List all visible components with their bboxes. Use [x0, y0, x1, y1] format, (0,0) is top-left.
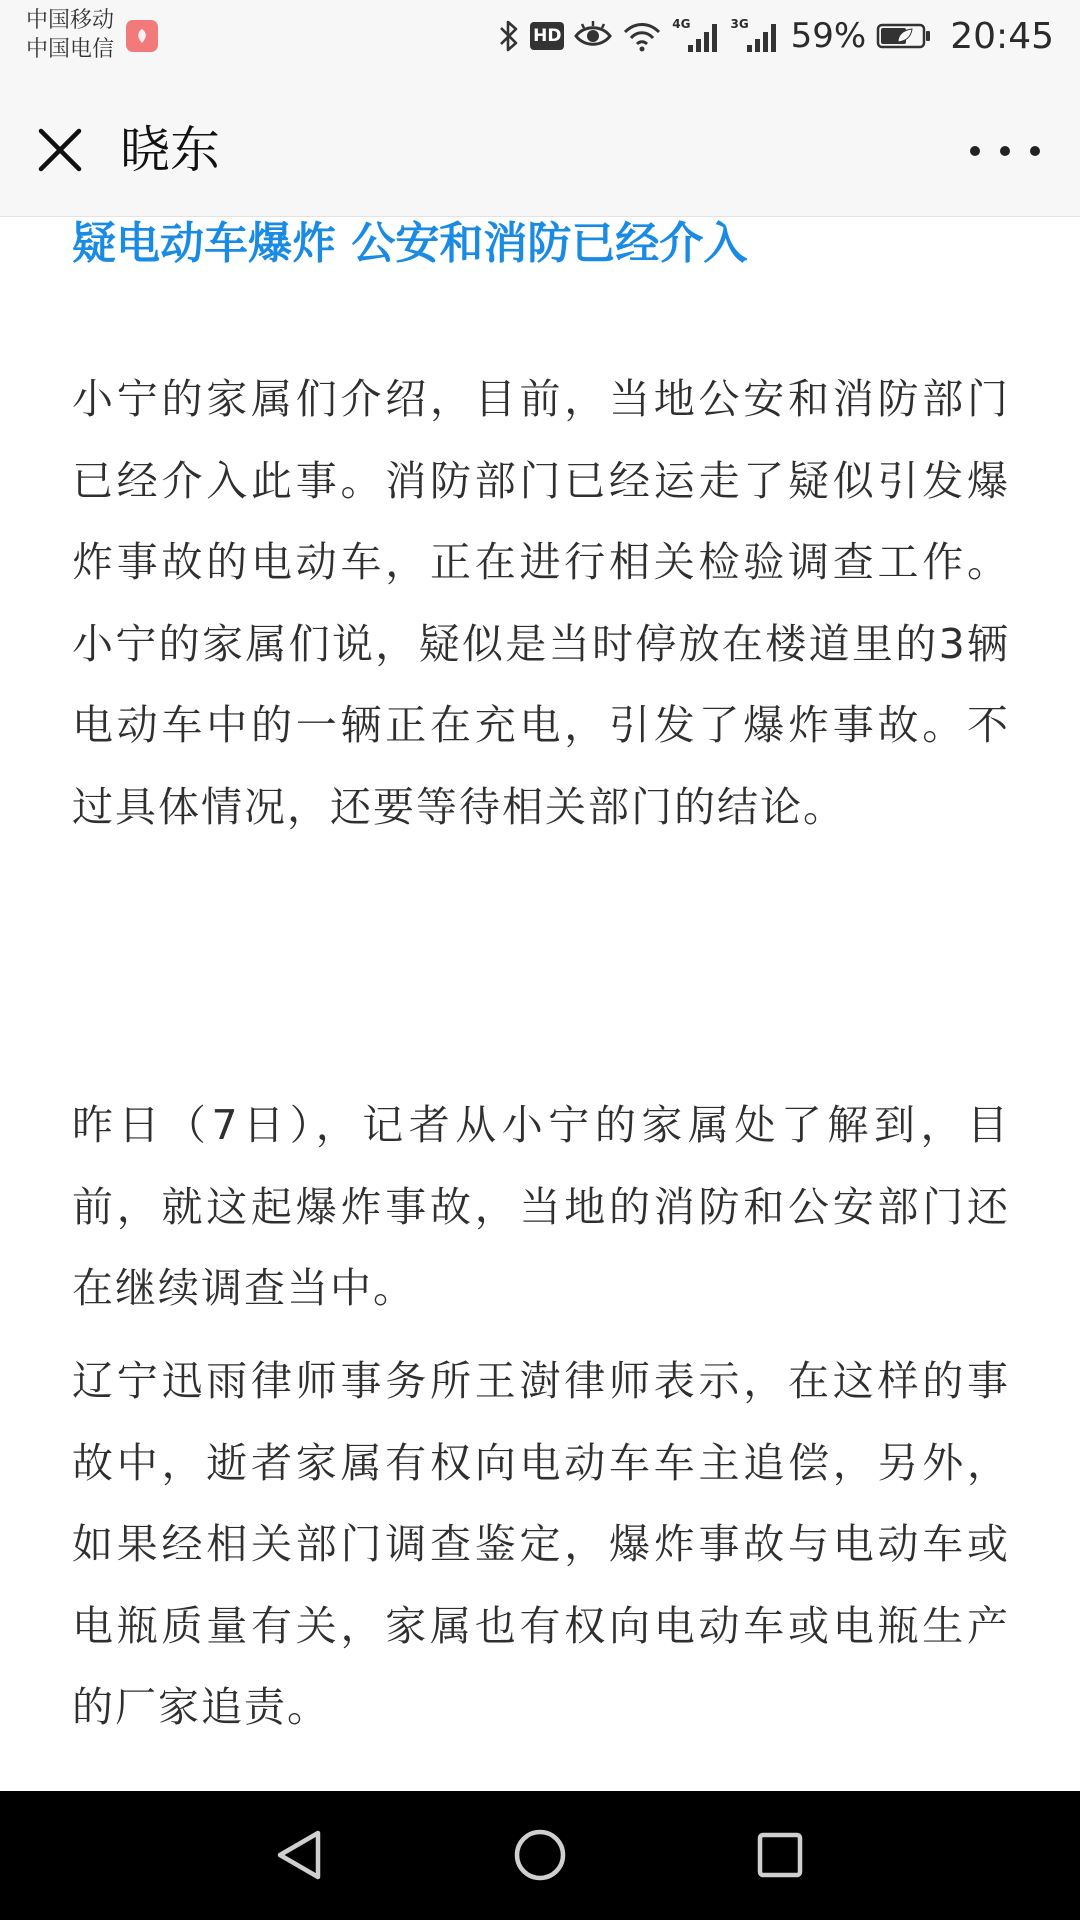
- page-title: 晓东: [120, 121, 220, 179]
- close-icon: [37, 127, 83, 173]
- hd-icon: HD: [530, 22, 564, 50]
- signal-4g-icon: [672, 19, 720, 53]
- carrier-2: 中国电信: [26, 37, 115, 62]
- eye-comfort-icon: [574, 21, 612, 51]
- article-paragraph: 昨日（7日），记者从小宁的家属处了解到，目前，就这起爆炸事故，当地的消防和公安部门还在继续调查当中。: [72, 1101, 1010, 1312]
- wifi-icon: [622, 20, 662, 52]
- more-icon-dot: [1000, 146, 1010, 156]
- network-label-4g: 4G: [672, 17, 691, 31]
- article-paragraph: 小宁的家属们介绍，目前，当地公安和消防部门已经介入此事。消防部门已经运走了疑似引发爆炸事故的电动车，正在进行相关检验调查工作。小宁的家属们说，疑似是当时停放在楼道里的3辆电动车中的一辆正在充电，引发了爆炸事故。不过具体情况，还要等待相关部门的结论。: [72, 375, 1010, 831]
- more-button[interactable]: [970, 126, 1040, 176]
- recent-apps-button[interactable]: [740, 1815, 820, 1895]
- title-bar: [0, 80, 1080, 217]
- article-content[interactable]: [0, 217, 1080, 1791]
- back-triangle-icon: [274, 1827, 326, 1883]
- status-icons: [498, 14, 1054, 58]
- huawei-notification-icon: [126, 20, 158, 52]
- article-paragraph: 辽宁迅雨律师事务所王澍律师表示，在这样的事故中，逝者家属有权向电动车车主追偿，另外，如果经相关部门调查鉴定，爆炸事故与电动车或电瓶质量有关，家属也有权向电动车或电瓶生产的厂家追责。: [72, 1357, 1010, 1731]
- carrier-info: [26, 6, 114, 64]
- home-button[interactable]: [500, 1815, 580, 1895]
- home-circle-icon: [512, 1827, 568, 1883]
- more-icon-dot: [1030, 146, 1040, 156]
- clock: 20:45: [950, 15, 1054, 57]
- more-icon: [970, 146, 980, 156]
- close-button[interactable]: [26, 116, 94, 184]
- navigation-bar: [0, 1791, 1080, 1920]
- battery-percent: 59%: [790, 16, 867, 56]
- status-bar: [0, 0, 1080, 80]
- back-button[interactable]: [260, 1815, 340, 1895]
- bluetooth-icon: [498, 18, 520, 54]
- signal-3g-icon: [730, 19, 778, 53]
- carrier-1: 中国移动: [26, 8, 115, 33]
- recent-square-icon: [754, 1829, 806, 1881]
- network-label-3g: 3G: [730, 17, 749, 31]
- article-subheading: 疑电动车爆炸 公安和消防已经介入: [72, 218, 748, 269]
- battery-icon: [876, 22, 932, 50]
